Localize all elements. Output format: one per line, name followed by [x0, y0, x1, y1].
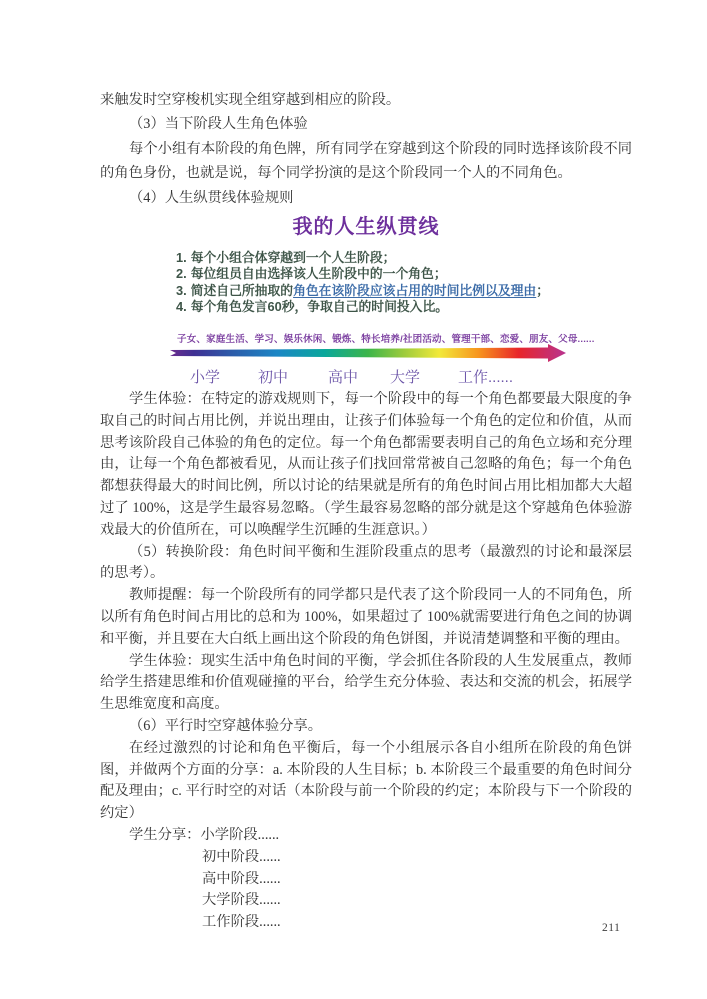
intro-text-block [100, 88, 632, 210]
stage-label-high-school: 高中 [328, 369, 359, 386]
paragraph-student-experience-2: 学生体验：现实生活中角色时间的平衡，学会抓住各阶段的人生发展重点，教师给学生搭建思维和价值观碰撞的平台，给学生充分体验、表达和交流的机会，拓展学生思维宽度和高度。 [100, 652, 632, 713]
rule-text: 每个角色发言60秒，争取自己的时间投入比。 [190, 299, 449, 315]
rule-number: 3. [176, 282, 187, 298]
paragraph-section-3: 每个小组有本阶段的角色牌，所有同学在穿越到这个阶段的同时选择该阶段不同的角色身份，也就是说，每个同学扮演的是这个阶段同一个人的不同角色。 [100, 140, 632, 182]
rule-number: 2. [176, 266, 187, 282]
rule-text: 每位组员自由选择该人生阶段中的一个角色； [190, 266, 447, 282]
rule-text: 简述自己所抽取的 [190, 282, 294, 298]
paragraph-teacher-reminder: 教师提醒：每一个阶段所有的同学都只是代表了这个阶段同一人的不同角色，所以所有角色时间占用比的总和为 100%，如果超过了 100%就需要进行角色之间的协调和平衡，并且要在大白纸上画出这个阶段的角色饼图，并说清楚调整和平衡的理由。 [100, 587, 632, 647]
rule-text: ； [536, 282, 549, 298]
share-item: 高中阶段...... [202, 870, 281, 887]
stage-label-middle-school: 初中 [258, 369, 289, 386]
rules-list [176, 250, 596, 316]
section-heading-4: （4）人生纵贯线体验规则 [129, 189, 294, 206]
timeline-stage-labels [0, 366, 707, 386]
rule-item [176, 250, 596, 266]
share-item: 工作阶段...... [202, 914, 281, 931]
rule-text: 每个小组合体穿越到一个人生阶段； [190, 250, 396, 265]
paragraph-student-experience: 学生体验：在特定的游戏规则下，每一个阶段中的每一个角色都要最大限度的争取自己的时间占用比例，并说出理由，让孩子们体验每一个角色的定位和价值，从而思考该阶段自己体验的角色的定位。每一个角色都需要表明自己的角色立场和充分理由，让每一个角色都被看见，从而让孩子们找回常常被自己忽略的角色；每一个角色都想获得最大的时间比例，所以讨论的结果就是所有的角色时间占用比相加都大大超过了 100%，这是学生最容易忽略。（学生最容易忽略的部分就是这个穿越角色体验游戏最大的价值所在，可以唤醒学生沉睡的生涯意识。） [100, 391, 632, 538]
rule-number: 1. [176, 250, 187, 265]
rule-item [176, 283, 596, 299]
share-item: 大学阶段...... [202, 892, 281, 909]
stage-label-primary-school: 小学 [190, 369, 221, 386]
stage-label-work: 工作...... [458, 369, 514, 386]
share-item: 初中阶段...... [202, 848, 281, 865]
section-heading-3: （3）当下阶段人生角色体验 [129, 116, 308, 133]
activity-title: 我的人生纵贯线 [292, 216, 440, 238]
rule-text-underlined: 角色在该阶段应该占用的时间比例以及理由 [293, 282, 537, 298]
share-line-first [100, 825, 632, 847]
rule-item [176, 299, 596, 315]
rule-item [176, 266, 596, 282]
section-heading-5: （5）转换阶段：角色时间平衡和生涯阶段重点的思考（最激烈的讨论和最深层的思考）。 [100, 543, 632, 582]
paragraph-sharing: 在经过激烈的讨论和角色平衡后，每一个小组展示各自小组所在阶段的角色饼图，并做两个方面的分享：a. 本阶段的人生目标；b. 本阶段三个最重要的角色时间分配及理由；c. 平行时空的对话（本阶段与前一个阶段的约定；本阶段与下一个阶段的约定） [100, 739, 632, 822]
main-text-block [100, 389, 632, 934]
section-heading-6: （6）平行时空穿越体验分享。 [129, 717, 323, 734]
share-label: 学生分享： [129, 826, 201, 843]
rule-number: 4. [176, 299, 187, 315]
timeline-roles-label: 子女、家庭生活、学习、娱乐休闲、锻炼、特长培养/社团活动、管理干部、恋爱、朋友、父母...... [177, 334, 595, 345]
share-item: 小学阶段...... [200, 826, 280, 843]
stage-label-university: 大学 [390, 369, 421, 386]
paragraph-continuation: 来触发时空穿梭机实现全组穿越到相应的阶段。 [100, 92, 401, 108]
timeline-gradient-arrow [170, 343, 566, 363]
gradient-arrow-icon [170, 343, 566, 363]
page-number: 211 [602, 922, 621, 934]
